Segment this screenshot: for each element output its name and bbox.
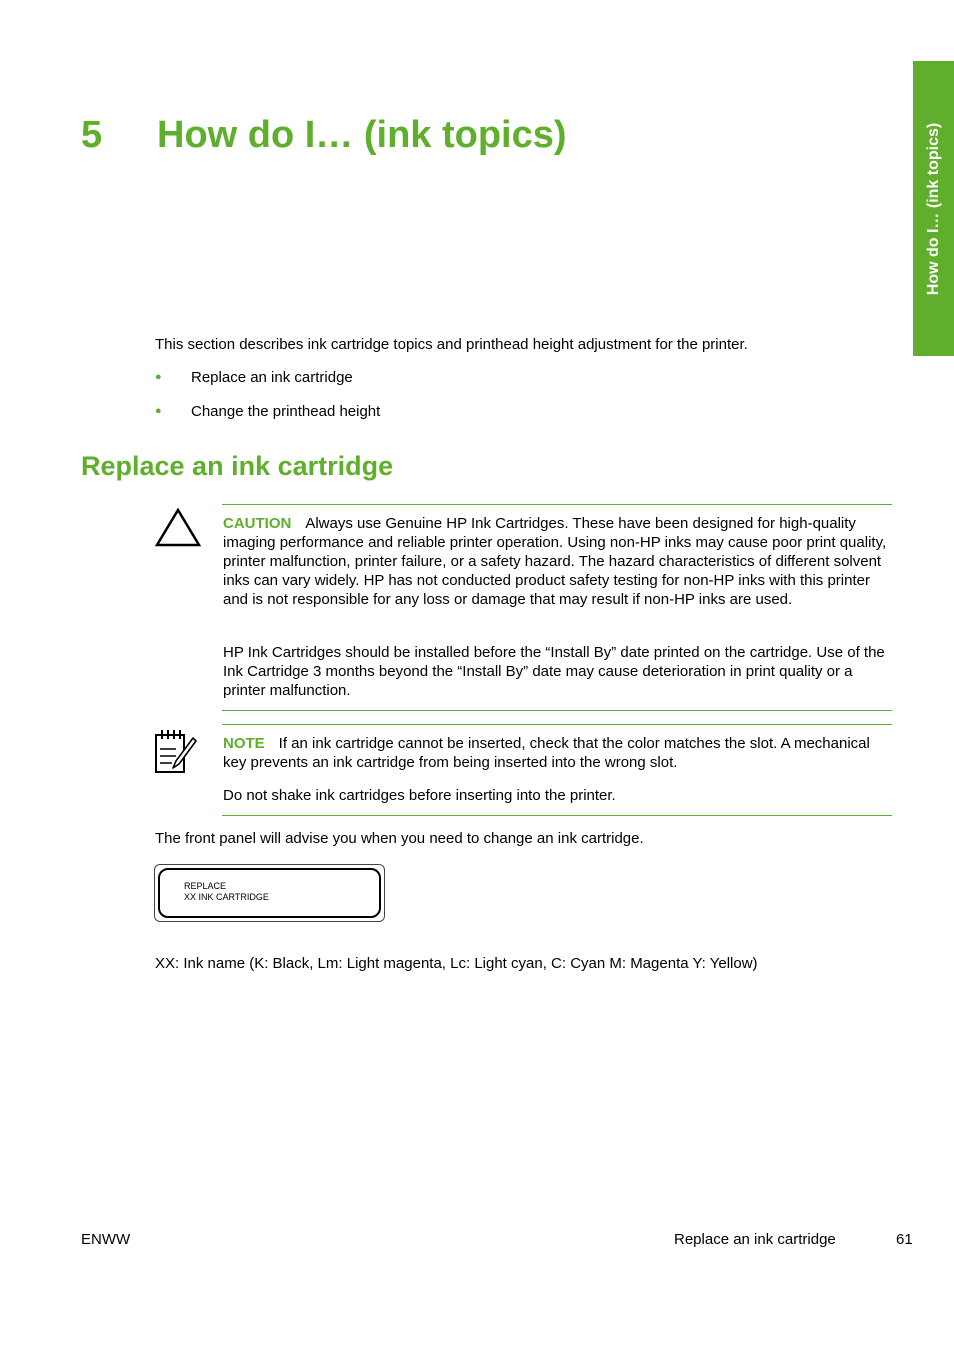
front-panel-screen xyxy=(158,868,381,918)
footer-section: Replace an ink cartridge xyxy=(674,1231,836,1248)
caution-top-rule xyxy=(222,504,892,505)
chapter-side-tab xyxy=(913,61,954,356)
note-pad-icon xyxy=(153,727,199,775)
front-panel-line-2: XX INK CARTRIDGE xyxy=(184,892,269,902)
front-panel-display xyxy=(154,864,385,922)
caution-bottom-rule xyxy=(222,710,892,711)
bullet-dot-icon: ● xyxy=(155,371,162,383)
note-label: NOTE xyxy=(223,735,265,752)
side-tab-label: How do I… (ink topics) xyxy=(924,122,942,295)
chapter-title-text: How do I… (ink topics) xyxy=(157,114,567,156)
note-paragraph xyxy=(223,734,893,772)
bullet-text: Replace an ink cartridge xyxy=(191,369,353,386)
caution-paragraph-2: HP Ink Cartridges should be installed before the “Install By” date printed on the cartridge. Use of the Ink Cartridge 3 months beyond the “Install By” date may cause deterioration in print quality or a printer malfunction. xyxy=(223,644,885,699)
chapter-number: 5 xyxy=(81,114,103,156)
front-panel-line-1: REPLACE xyxy=(184,881,227,891)
note-bottom-rule xyxy=(222,815,892,816)
caution-paragraph xyxy=(223,514,893,609)
ink-names-paragraph: XX: Ink name (K: Black, Lm: Light magenta, Lc: Light cyan, C: Cyan M: Magenta Y: Yellow) xyxy=(155,955,758,972)
front-panel-intro: The front panel will advise you when you need to change an ink cartridge. xyxy=(155,830,644,847)
caution-label: CAUTION xyxy=(223,515,292,532)
footer-left: ENWW xyxy=(81,1231,131,1248)
note-text: If an ink cartridge cannot be inserted, check that the color matches the slot. A mechanical key prevents an ink cartridge from being inserted into the wrong slot. xyxy=(223,735,870,771)
section-title: Replace an ink cartridge xyxy=(81,451,394,481)
note-paragraph-2: Do not shake ink cartridges before inserting into the printer. xyxy=(223,787,616,804)
note-top-rule xyxy=(222,724,892,725)
bullet-text: Change the printhead height xyxy=(191,403,381,420)
footer-page-number: 61 xyxy=(896,1231,913,1248)
intro-paragraph: This section describes ink cartridge topics and printhead height adjustment for the printer. xyxy=(155,336,748,353)
caution-triangle-icon xyxy=(155,508,201,548)
chapter-title xyxy=(81,114,567,157)
bullet-dot-icon: ● xyxy=(155,405,162,417)
caution-text: Always use Genuine HP Ink Cartridges. These have been designed for high-quality imaging performance and reliable printer operation. Using non-HP inks may cause poor print quality, printer malfunction, printer failure, or a safety hazard. The hazard characteristics of different solvent inks can vary widely. HP has not conducted product safety testing for non-HP inks with this printer and is not responsible for any loss or damage that may result if non-HP inks are used. xyxy=(223,515,887,608)
